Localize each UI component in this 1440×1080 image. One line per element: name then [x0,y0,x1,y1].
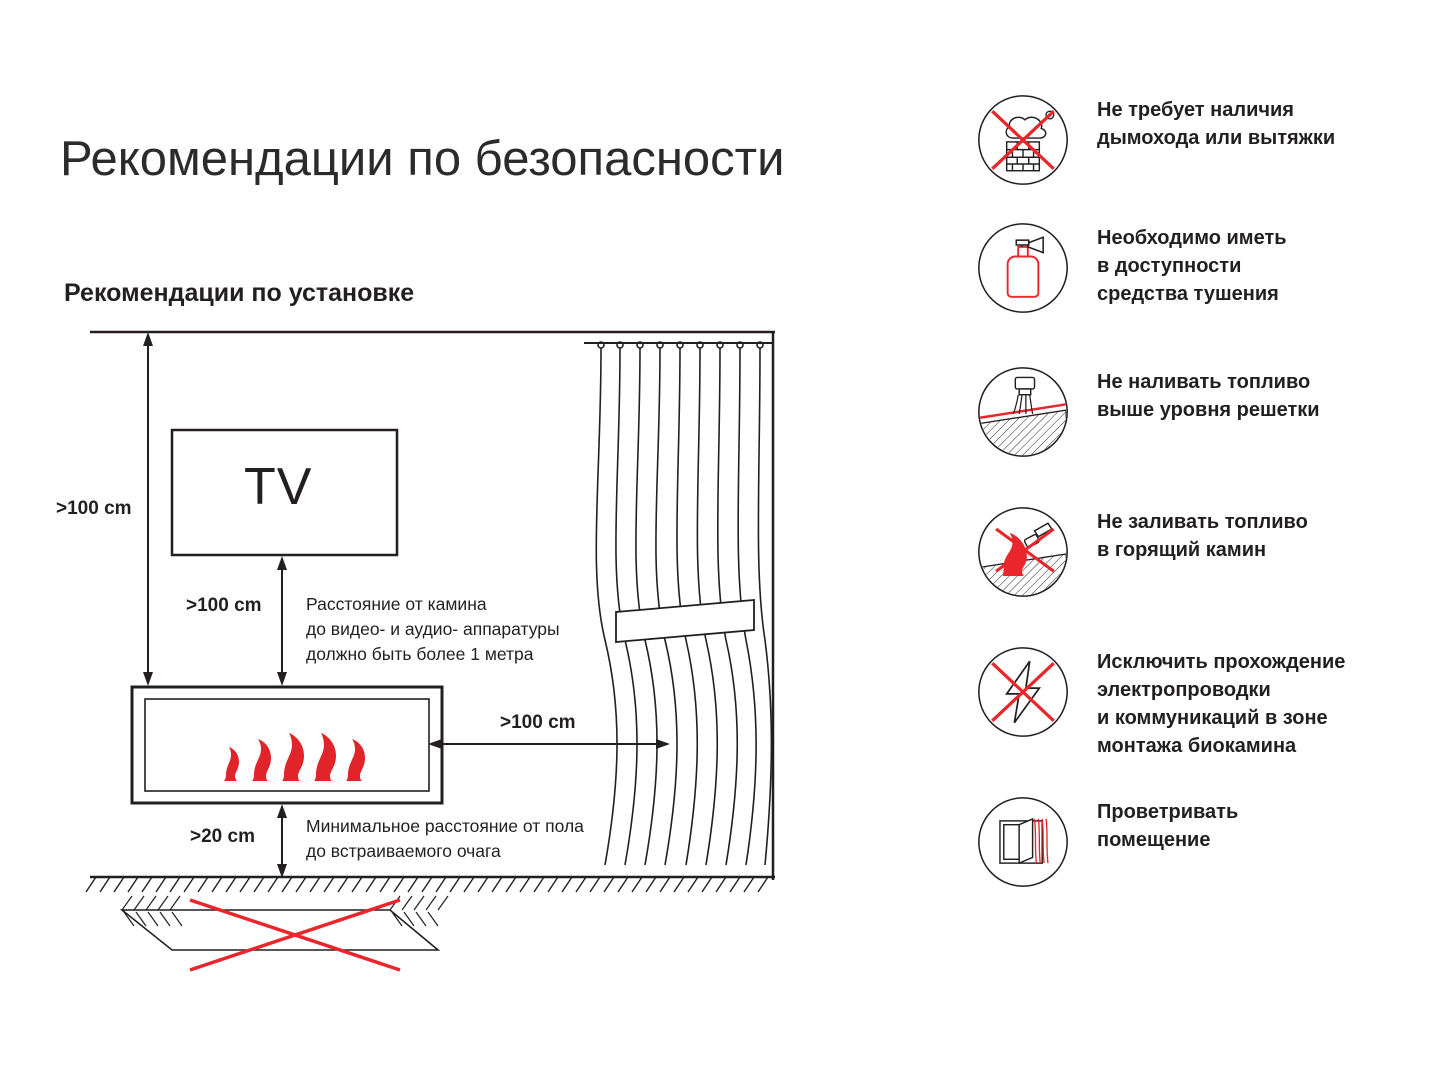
dim-arrow-ceiling [143,332,153,686]
tip-6-line-2: помещение [1097,829,1211,851]
floor-note-line-2: до встраиваемого очага [306,841,501,861]
section-title: Рекомендации по установке [64,278,415,307]
safety-tips-list [975,92,1415,914]
installation-diagram [56,320,900,1000]
tip-no-overfill-text [1097,364,1320,424]
tip-3-line-2: выше уровня решетки [1097,399,1320,421]
tip-no-refill-burning-text [1097,504,1308,564]
floor-hatching [86,877,768,892]
no-overfill-icon [975,364,1071,460]
dim-arrow-curtain [428,739,670,749]
dim-arrow-tv [277,556,287,686]
carpet-forbidden [122,896,448,970]
tip-5-line-1: Исключить прохождение [1097,651,1346,673]
tip-1-line-1: Не требует наличия [1097,99,1294,121]
curtain [584,342,773,865]
floor-note [306,814,584,864]
tip-no-chimney [975,92,1415,220]
tip-no-chimney-text [1097,92,1335,152]
tip-4-line-1: Не заливать топливо [1097,511,1308,533]
tip-5-line-2: электропроводки [1097,679,1271,701]
tv-note-line-1: Расстояние от камина [306,594,487,614]
tip-6-line-1: Проветривать [1097,801,1239,823]
dim-floor-label: >20 cm [190,826,255,847]
tv-note-line-2: до видео- и аудио- аппаратуры [306,619,560,639]
floor-note-line-1: Минимальное расстояние от пола [306,816,584,836]
dim-tv-label: >100 cm [186,595,262,616]
tip-5-line-4: монтажа биокамина [1097,735,1297,757]
no-wiring-icon [975,644,1071,740]
tip-no-refill-burning [975,504,1415,644]
tv-note [306,592,560,667]
tip-2-line-1: Необходимо иметь [1097,227,1287,249]
tip-extinguisher-text [1097,220,1287,308]
tip-5-line-3: и коммуникаций в зоне [1097,707,1328,729]
tip-4-line-2: в горящий камин [1097,539,1267,561]
fire-extinguisher-icon [975,220,1071,316]
dim-curtain-label: >100 cm [500,712,576,733]
tip-ventilate [975,794,1415,914]
tip-2-line-3: средства тушения [1097,283,1279,305]
tip-no-overfill [975,364,1415,504]
page-title: Рекомендации по безопасности [60,131,785,186]
no-refill-burning-icon [975,504,1071,600]
tip-extinguisher [975,220,1415,364]
no-chimney-icon [975,92,1071,188]
tip-3-line-1: Не наливать топливо [1097,371,1311,393]
tip-no-wiring-text [1097,644,1345,760]
tip-2-line-2: в доступности [1097,255,1242,277]
tip-1-line-2: дымохода или вытяжки [1097,127,1336,149]
tip-no-wiring [975,644,1415,794]
tv-label: TV [244,458,313,516]
dim-ceiling-label: >100 cm [56,498,132,519]
dim-arrow-floor [277,804,287,878]
tip-ventilate-text [1097,794,1238,854]
ventilate-room-icon [975,794,1071,890]
tv-note-line-3: должно быть более 1 метра [306,644,534,664]
